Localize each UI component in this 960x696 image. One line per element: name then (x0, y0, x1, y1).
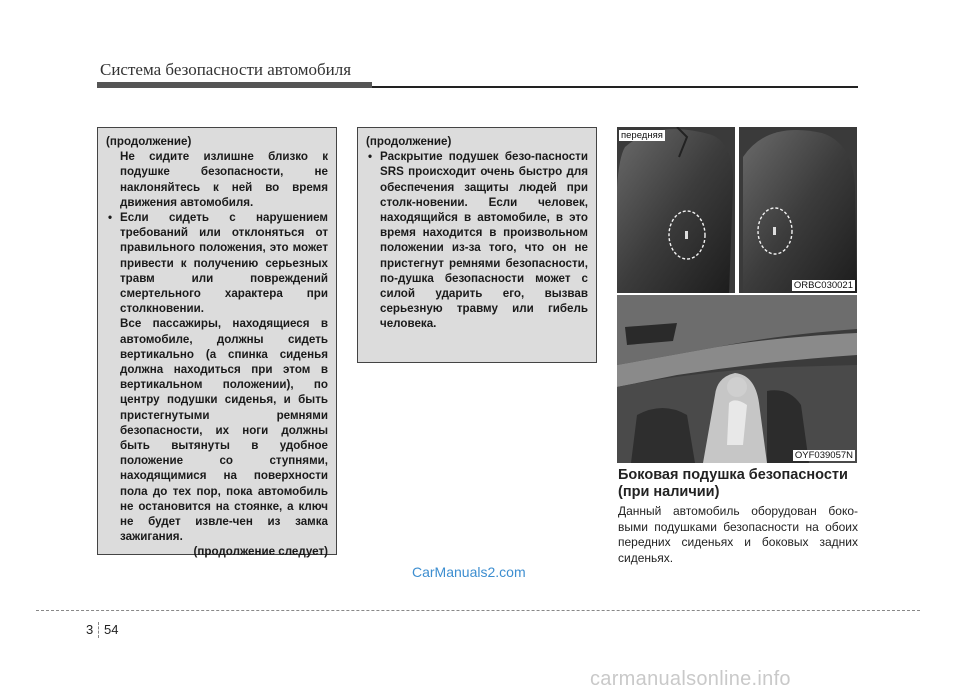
section-body: Данный автомобиль оборудован боко-выми подушками безопасности на обоих передних сиденьях и боковых задних сиденьях. (618, 504, 858, 565)
warning-paragraph: Все пассажиры, находящиеся в автомобиле, должны сидеть вертикально (а спинка сиденья должна находиться при этом в вертикальном положении), по центру подушки сиденья, и быть пристегнутыми ремнями безопасности, их ноги должны быть вытянуты в удобное положение со ступнями, находящимися на поверхности пола до тех пор, пока автомобиль не остановится на стоянке, а ключ не будет извле-чен из замка зажигания. (120, 317, 328, 544)
photo-code: OYF039057N (794, 450, 853, 461)
page-number: 54 (104, 622, 119, 637)
warning-paragraph: Не сидите излишне близко к подушке безопасности, не наклоняйтесь к ней во время движения автомобиля. (120, 150, 328, 209)
seat-illustration (617, 127, 857, 293)
front-label: передняя (621, 130, 663, 141)
page-separator (98, 622, 99, 638)
to-be-continued-label: (продолжение следует) (193, 545, 328, 559)
photo-code: ORBC030021 (793, 280, 853, 291)
section-heading-line1: Боковая подушка безопасности (618, 467, 848, 483)
interior-illustration (617, 295, 857, 463)
section-heading (618, 467, 858, 501)
warning-bullet: • Если сидеть с нарушением требований или отклоняться от правильного положения, это может привести к получению серьезных травм или повреждений смертельного характера при столкновении. (106, 210, 328, 316)
chapter-number: 3 (86, 622, 94, 637)
warning-box-left (97, 127, 337, 559)
continued-label: (продолжение) (366, 135, 452, 148)
seat-airbag-photo (617, 127, 857, 293)
watermark-link[interactable]: CarManuals2.com (412, 564, 526, 580)
interior-airbag-photo (617, 295, 857, 463)
warning-box-middle (357, 127, 597, 363)
watermark-text: carmanualsonline.info (590, 668, 791, 690)
footer-rule (36, 610, 920, 611)
section-heading-line2: (при наличии) (618, 484, 720, 500)
header-rule-dark (97, 82, 372, 88)
warning-bullet: • Раскрытие подушек безо-пасности SRS происходит очень быстро для обеспечения защиты людей при столк-новении. Если человек, находящийся в автомобиле, в это время находится в произвольном положении из-за того, что он не пристегнут ремнями безопасности, по-душка безопасности может с силой ударить его, вызвав серьезную травму или гибель человека. (366, 149, 588, 331)
header-title: Система безопасности автомобиля (100, 60, 352, 79)
header-rule-thin (372, 86, 858, 88)
continued-label: (продолжение) (106, 135, 192, 148)
